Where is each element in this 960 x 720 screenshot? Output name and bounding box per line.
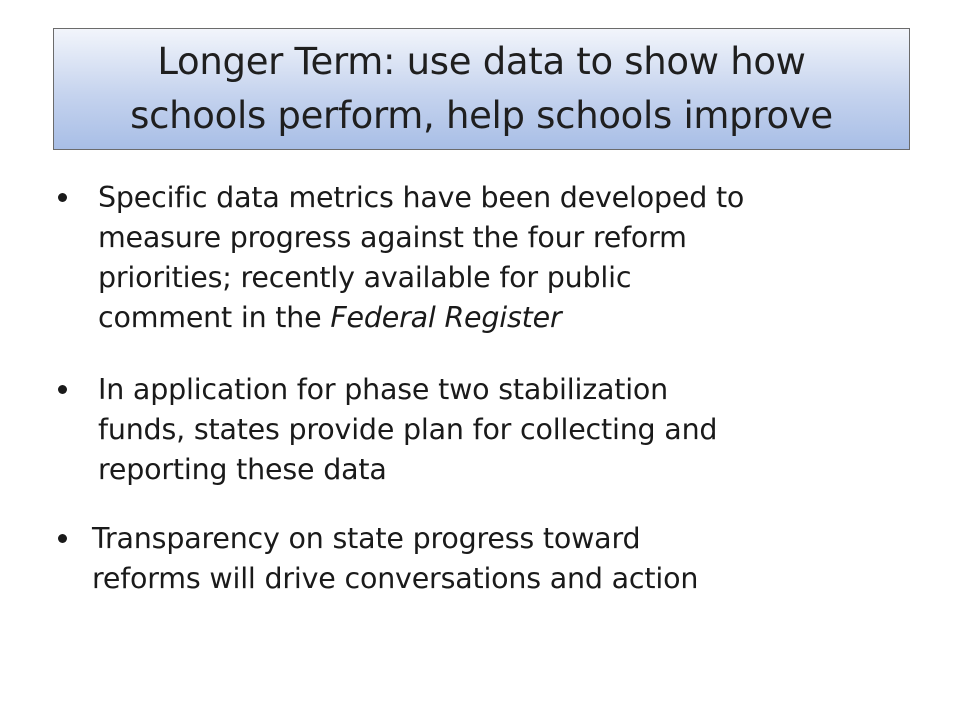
bullet-dot-icon — [58, 193, 67, 202]
bullet-line: reporting these data — [98, 453, 387, 486]
bullet-line-last — [98, 298, 744, 338]
slide-title-line-1: Longer Term: use data to show how — [157, 40, 806, 83]
bullet-line: Specific data metrics have been developed to — [98, 181, 745, 214]
slide-title-line-2: schools perform, help schools improve — [130, 94, 833, 137]
bullet-line-prefix: comment in the — [98, 301, 331, 334]
bullet-line: reforms will drive conversations and action — [92, 562, 699, 595]
federal-register-italic: Federal Register — [330, 301, 562, 334]
bullet-text-application — [98, 370, 717, 490]
bullet-line: In application for phase two stabilization — [98, 373, 669, 406]
bullet-dot-icon — [58, 534, 67, 543]
bullet-text-transparency — [92, 519, 698, 599]
bullet-dot-icon — [58, 385, 67, 394]
bullet-line: funds, states provide plan for collecting and — [98, 413, 718, 446]
bullet-text-metrics — [98, 178, 744, 338]
bullet-line: priorities; recently available for public — [98, 261, 632, 294]
bullet-line: Transparency on state progress toward — [92, 522, 641, 555]
bullet-line: measure progress against the four reform — [98, 221, 687, 254]
